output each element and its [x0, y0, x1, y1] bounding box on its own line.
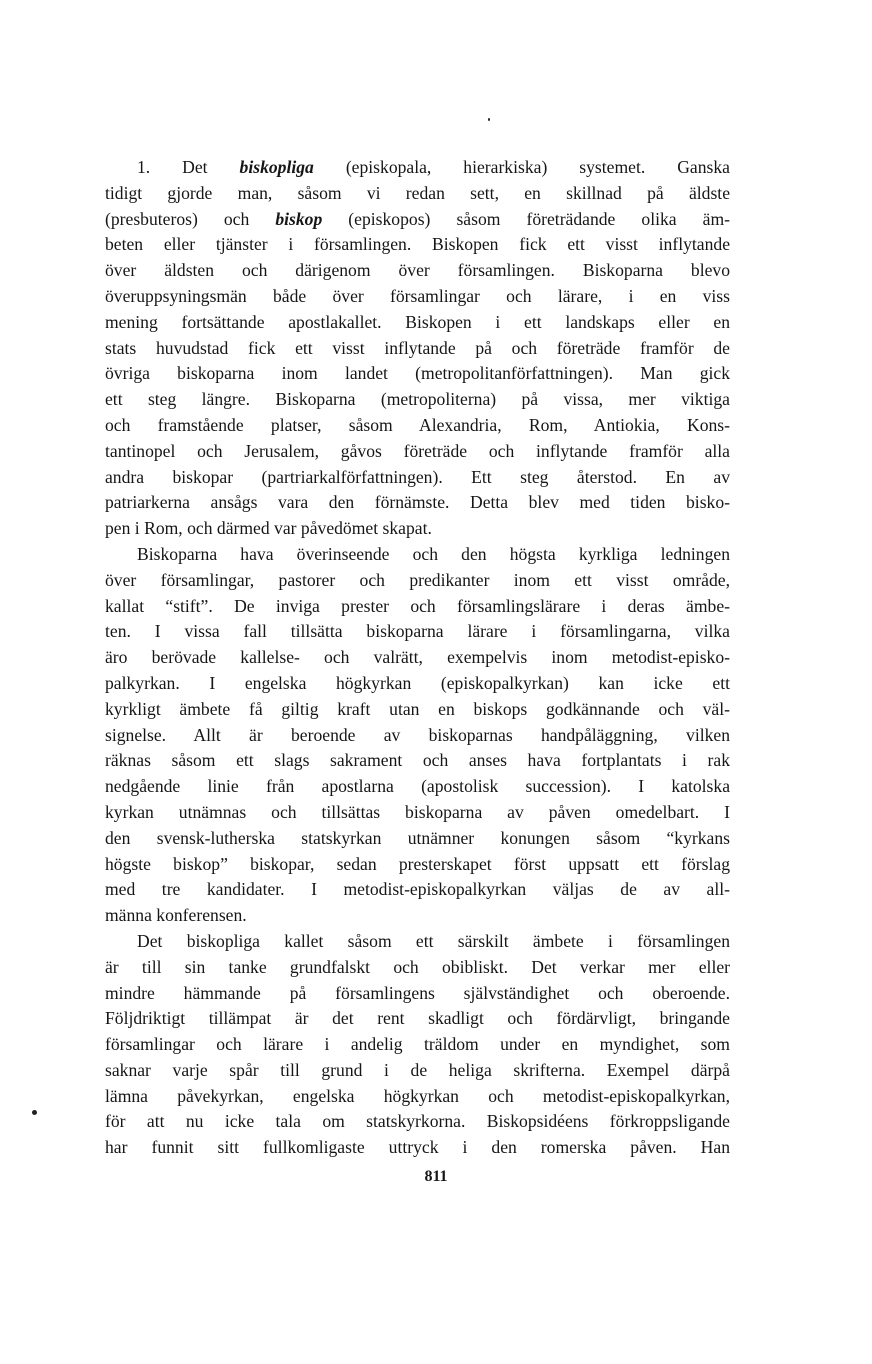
text-line — [105, 852, 730, 878]
text-line — [105, 490, 730, 516]
text-line — [105, 413, 730, 439]
text-line — [105, 232, 730, 258]
text-line — [105, 465, 730, 491]
text-line — [105, 697, 730, 723]
text-line — [105, 826, 730, 852]
text-run: patriarkerna ansågs vara den förnämste. Detta blev med tiden bisko- — [105, 492, 730, 513]
emphasized-term: biskop — [275, 208, 323, 229]
text-line — [105, 774, 730, 800]
text-run: överuppsyningsmän både över församlingar och lärare, i en viss — [105, 285, 730, 306]
text-run: tantinopel och Jerusalem, gåvos företräde och inflytande framför alla — [105, 440, 730, 461]
text-line — [105, 877, 730, 903]
text-run: över församlingar, pastorer och predikanter inom ett visst område, — [105, 569, 730, 590]
text-run: Det biskopliga kallet såsom ett särskilt ämbete i församlingen — [137, 930, 730, 951]
text-line — [105, 903, 730, 929]
text-line — [105, 336, 730, 362]
text-line — [105, 516, 730, 542]
paragraph — [105, 155, 730, 542]
text-run: övriga biskoparna inom landet (metropolitanförfattningen). Man gick — [105, 363, 730, 384]
body-text — [105, 155, 730, 1161]
text-run: (episkopala, hierarkiska) systemet. Ganska — [313, 157, 730, 177]
text-line — [105, 1135, 730, 1161]
text-line — [105, 568, 730, 594]
text-line — [105, 671, 730, 697]
text-line — [105, 955, 730, 981]
print-speck — [488, 118, 490, 121]
text-line — [105, 258, 730, 284]
text-run: mindre hämmande på församlingens självständighet och oberoende. — [105, 982, 730, 1003]
text-run: andra biskopar (partriarkalförfattningen). Ett steg återstod. En av — [105, 466, 730, 487]
text-run: männa konferensen. — [105, 905, 247, 926]
text-run: mening fortsättande apostlakallet. Biskopen i ett landskaps eller en — [105, 311, 730, 332]
text-line — [105, 310, 730, 336]
text-run: har funnit sitt fullkomligaste uttryck i den romerska påven. Han — [105, 1137, 730, 1158]
text-run: räknas såsom ett slags sakrament och anses hava fortplantats i rak — [105, 750, 730, 771]
text-line — [105, 1109, 730, 1135]
emphasized-term: biskopliga — [239, 157, 314, 177]
text-run: saknar varje spår till grund i de heliga skrifterna. Exempel därpå — [105, 1059, 730, 1080]
text-run: 1. Det — [137, 157, 240, 177]
text-run: kallat “stift”. De inviga prester och församlingslärare i deras ämbe- — [105, 595, 730, 616]
text-run: är till sin tanke grundfalskt och obibliskt. Det verkar mer eller — [105, 956, 730, 977]
text-run: stats huvudstad fick ett visst inflytande på och företräde framför de — [105, 337, 730, 358]
text-line — [105, 748, 730, 774]
text-run: kyrkligt ämbete få giltig kraft utan en biskops godkännande och väl- — [105, 698, 730, 719]
text-run: församlingar och lärare i andelig träldom under en myndighet, som — [105, 1034, 730, 1055]
text-line — [105, 155, 730, 181]
text-line — [105, 361, 730, 387]
text-run: signelse. Allt är beroende av biskoparnas handpåläggning, vilken — [105, 724, 730, 745]
text-line — [105, 594, 730, 620]
text-line — [105, 181, 730, 207]
text-line — [105, 439, 730, 465]
text-run: äro berövade kallelse- och valrätt, exempelvis inom metodist-episko- — [105, 647, 730, 668]
text-line — [105, 542, 730, 568]
text-run: ett steg längre. Biskoparna (metropoliterna) på vissa, mer viktiga — [105, 389, 730, 410]
text-line — [105, 1084, 730, 1110]
text-line — [105, 1058, 730, 1084]
text-line — [105, 284, 730, 310]
text-run: och framstående platser, såsom Alexandria, Rom, Antiokia, Kons- — [105, 414, 730, 435]
text-line — [105, 387, 730, 413]
text-run: (episkopos) såsom företrädande olika äm- — [322, 208, 730, 229]
text-run: nedgående linie från apostlarna (apostolisk succession). I katolska — [105, 776, 730, 797]
paragraph — [105, 542, 730, 929]
text-run: den svensk-lutherska statskyrkan utnämner konungen såsom “kyrkans — [105, 827, 730, 848]
text-run: för att nu icke tala om statskyrkorna. Biskopsidéens förkroppsligande — [105, 1111, 730, 1132]
text-run: (presbuteros) och — [105, 208, 276, 229]
text-line — [105, 981, 730, 1007]
paragraph — [105, 929, 730, 1161]
text-run: högste biskop” biskopar, sedan presterskapet först uppsatt ett förslag — [105, 853, 730, 874]
text-run: kyrkan utnämnas och tillsättas biskoparna av påven omedelbart. I — [105, 801, 730, 822]
text-line — [105, 723, 730, 749]
text-line — [105, 207, 730, 233]
text-run: palkyrkan. I engelska högkyrkan (episkopalkyrkan) kan icke ett — [105, 672, 730, 693]
text-line — [105, 619, 730, 645]
text-run: lämna påvekyrkan, engelska högkyrkan och metodist-episkopalkyrkan, — [105, 1085, 730, 1106]
text-line — [105, 1032, 730, 1058]
text-run: ten. I vissa fall tillsätta biskoparna lärare i församlingarna, vilka — [105, 621, 730, 642]
text-run: beten eller tjänster i församlingen. Biskopen fick ett visst inflytande — [105, 234, 730, 255]
text-run: över äldsten och därigenom över församlingen. Biskoparna blevo — [105, 260, 730, 281]
text-run: Följdriktigt tillämpat är det rent skadligt och fördärvligt, bringande — [105, 1008, 730, 1029]
text-line — [105, 929, 730, 955]
print-speck — [32, 1110, 37, 1115]
page-number: 811 — [424, 1168, 448, 1185]
text-run: Biskoparna hava överinseende och den högsta kyrkliga ledningen — [137, 543, 730, 564]
text-run: pen i Rom, och därmed var påvedömet skapat. — [105, 518, 432, 539]
text-line — [105, 1006, 730, 1032]
text-run: tidigt gjorde man, såsom vi redan sett, en skillnad på äldste — [105, 182, 730, 203]
text-line — [105, 800, 730, 826]
text-line — [105, 645, 730, 671]
text-run: med tre kandidater. I metodist-episkopalkyrkan väljas de av all- — [105, 879, 730, 900]
